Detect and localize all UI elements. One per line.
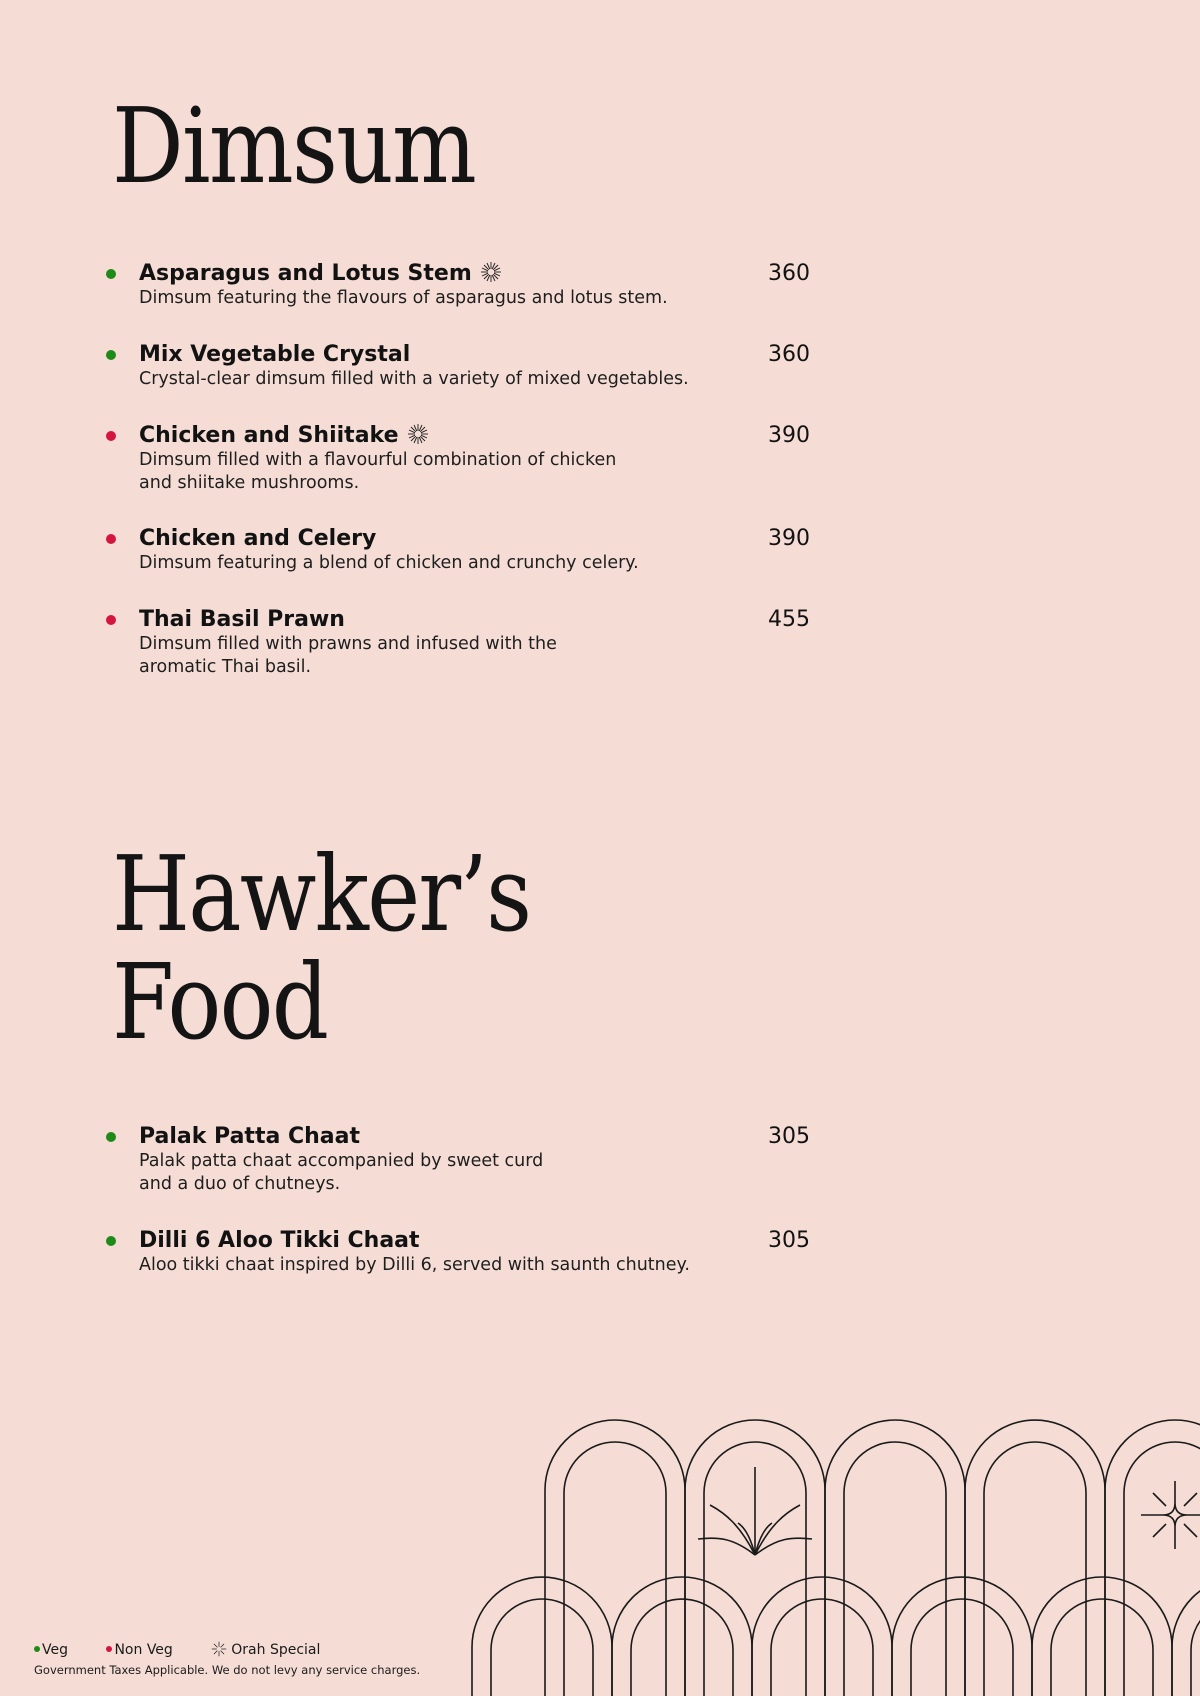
nonveg-dot-icon [106, 431, 116, 441]
veg-dot-icon [34, 1646, 40, 1652]
title-line: Hawker’s [112, 833, 531, 955]
nonveg-dot-icon [106, 1646, 112, 1652]
item-name: Chicken and Celery [139, 526, 377, 551]
desc-line: Dimsum featuring a blend of chicken and crunchy celery. [139, 553, 639, 573]
desc-line: aromatic Thai basil. [139, 657, 312, 677]
legend [34, 1641, 354, 1659]
title-line: Food [112, 941, 328, 1063]
legend-veg [34, 1641, 68, 1659]
sunburst-icon [480, 261, 502, 283]
item-price: 305 [768, 1124, 810, 1149]
item-description [139, 287, 739, 310]
section-title-hawkers-food [112, 833, 531, 1063]
item-description [139, 633, 739, 679]
veg-dot-icon [106, 269, 116, 279]
item-name-row [139, 423, 429, 449]
legend-label: Veg [42, 1642, 68, 1658]
section-title-dimsum: Dimsum [112, 85, 476, 207]
desc-line: and shiitake mushrooms. [139, 473, 360, 493]
nonveg-dot-icon [106, 534, 116, 544]
item-price: 455 [768, 607, 810, 632]
arches-illustration [470, 1415, 1200, 1696]
veg-dot-icon [106, 1132, 116, 1142]
item-name: Mix Vegetable Crystal [139, 342, 411, 367]
sunburst-icon [211, 1641, 227, 1657]
item-price: 360 [768, 261, 810, 286]
desc-line: Palak patta chaat accompanied by sweet curd [139, 1151, 544, 1171]
desc-line: Dimsum featuring the flavours of asparagus and lotus stem. [139, 288, 668, 308]
desc-line: and a duo of chutneys. [139, 1174, 341, 1194]
item-name: Dilli 6 Aloo Tikki Chaat [139, 1228, 420, 1253]
desc-line: Dimsum filled with a flavourful combination of chicken [139, 450, 617, 470]
legend-label: Orah Special [231, 1642, 321, 1658]
tax-note: Government Taxes Applicable. We do not levy any service charges. [34, 1663, 421, 1677]
nonveg-dot-icon [106, 615, 116, 625]
item-name: Palak Patta Chaat [139, 1124, 360, 1149]
item-description [139, 552, 739, 575]
legend-special [211, 1641, 320, 1659]
legend-label: Non Veg [114, 1642, 173, 1658]
item-name: Chicken and Shiitake [139, 423, 399, 448]
veg-dot-icon [106, 1236, 116, 1246]
desc-line: Aloo tikki chaat inspired by Dilli 6, served with saunth chutney. [139, 1255, 690, 1275]
item-name: Asparagus and Lotus Stem [139, 261, 472, 286]
item-description [139, 1150, 739, 1196]
item-price: 305 [768, 1228, 810, 1253]
item-name: Thai Basil Prawn [139, 607, 345, 632]
legend-nonveg [106, 1641, 172, 1659]
desc-line: Crystal-clear dimsum filled with a variety of mixed vegetables. [139, 369, 689, 389]
item-price: 390 [768, 526, 810, 551]
item-description [139, 1254, 739, 1277]
item-price: 360 [768, 342, 810, 367]
item-name-row [139, 261, 502, 287]
item-price: 390 [768, 423, 810, 448]
desc-line: Dimsum filled with prawns and infused with the [139, 634, 557, 654]
item-description [139, 449, 739, 495]
veg-dot-icon [106, 350, 116, 360]
item-description [139, 368, 739, 391]
sunburst-icon [407, 423, 429, 445]
